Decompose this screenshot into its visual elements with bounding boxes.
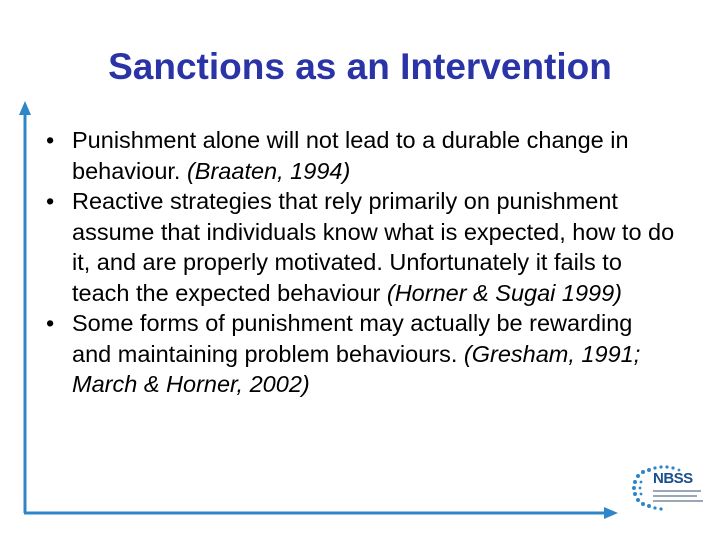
- nbss-logo: [628, 464, 716, 518]
- bullet-icon: •: [46, 188, 55, 214]
- bullet-text: Punishment alone will not lead to a durable change in behaviour.: [72, 127, 629, 184]
- bullet-icon: •: [46, 310, 55, 336]
- arrow-right-icon: [604, 507, 618, 519]
- logo-text: NBSS: [653, 470, 693, 487]
- bullet-list: [46, 125, 676, 400]
- bullet-icon: •: [46, 127, 55, 153]
- bullet-citation: (Braaten, 1994): [186, 157, 351, 184]
- bullet-item: [46, 186, 676, 308]
- bullet-citation: (Gresham, 1991; March & Horner, 2002): [72, 340, 641, 397]
- bullet-item: [46, 125, 676, 186]
- slide-title: Sanctions as an Intervention: [108, 46, 612, 87]
- arrow-up-icon: [19, 101, 31, 115]
- bullet-text: Reactive strategies that rely primarily on punishment assume that individuals know what is expected, how to do it, and are properly motivated. Unfortunately it fails to teach the expected behaviour: [72, 188, 675, 306]
- bullet-item: [46, 308, 676, 400]
- bullet-citation: (Horner & Sugai 1999): [386, 279, 623, 306]
- bullet-text: Some forms of punishment may actually be rewarding and maintaining problem behaviours.: [72, 310, 633, 367]
